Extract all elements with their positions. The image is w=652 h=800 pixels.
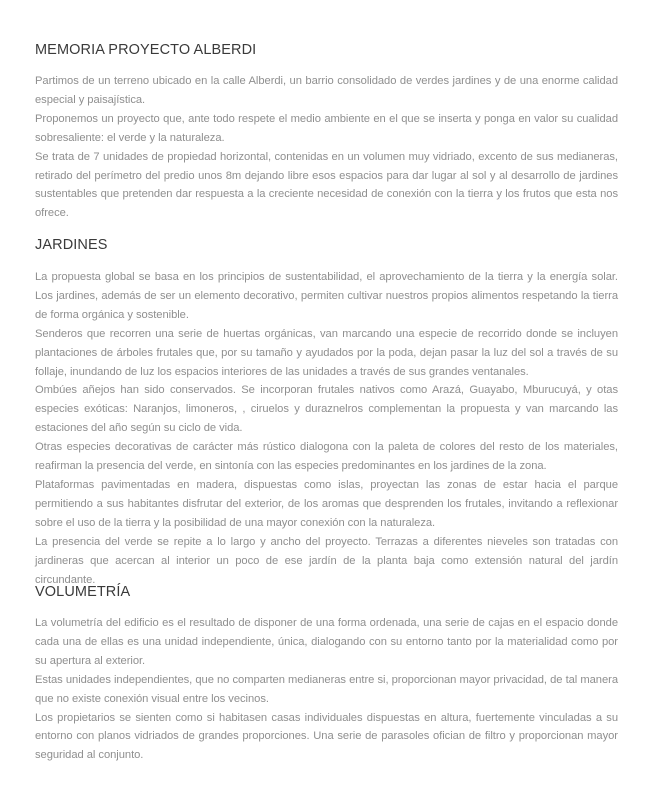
- paragraph: Otras especies decorativas de carácter más rústico dialogona con la paleta de colores del resto de los materiales, reafirman la presencia del verde, en sintonía con las especies predominantes en los jardines de la zona.: [35, 441, 618, 473]
- paragraph: Senderos que recorren una serie de huertas orgánicas, van marcando una especie de recorrido donde se incluyen plantaciones de árboles frutales que, por su tamaño y ayudados por la poda, dejan pasar la luz del sol a través de su follaje, inundando de luz los espacios interiores de las unidades a través de sus grandes ventanales.: [35, 327, 618, 378]
- section-body-memoria: [35, 72, 618, 223]
- paragraph: Estas unidades independientes, que no comparten medianeras entre si, proporcionan mayor privacidad, de tal manera que no existe conexión visual entre los vecinos.: [35, 673, 618, 705]
- paragraph: Partimos de un terreno ubicado en la calle Alberdi, un barrio consolidado de verdes jardines y de una enorme calidad especial y paisajística.: [35, 75, 618, 106]
- section-title-jardines: JARDINES: [35, 237, 108, 253]
- paragraph: Los propietarios se sienten como si habitasen casas individuales dispuestas en altura, fuertemente vinculadas a su entorno con planos vidriados de grandes proporciones. Una serie de parasoles ofician de filtro y proporcionan mayor seguridad al conjunto.: [35, 711, 618, 762]
- paragraph: La propuesta global se basa en los principios de sustentabilidad, el aprovechamiento de la tierra y la energía solar. Los jardines, además de ser un elemento decorativo, permiten cultivar nuestros propios alimentos respetando la tierra de forma orgánica y sostenible.: [35, 271, 618, 321]
- paragraph: La volumetría del edificio es el resultado de disponer de una forma ordenada, una serie de cajas en el espacio donde cada una de ellas es una unidad independiente, única, dialogando con su entorno tanto por la materialidad como por su apertura al exterior.: [35, 617, 618, 667]
- paragraph: Ombúes añejos han sido conservados. Se incorporan frutales nativos como Arazá, Guayabo, Mburucuyá, y otas especies exóticas: Naranjos, limoneros, , ciruelos y duraznelros complementan la propuesta y van marcando las estaciones del año según su ciclo de vida.: [35, 384, 618, 435]
- paragraph: Proponemos un proyecto que, ante todo respete el medio ambiente en el que se inserta y ponga en valor su cualidad sobresaliente: el verde y la naturaleza.: [35, 112, 618, 144]
- section-body-jardines: [35, 268, 618, 589]
- section-title-memoria: MEMORIA PROYECTO ALBERDI: [35, 42, 257, 58]
- section-title-volumetria: VOLUMETRÍA: [35, 584, 131, 600]
- paragraph: La presencia del verde se repite a lo largo y ancho del proyecto. Terrazas a diferentes nieveles son tratadas con jardineras que acercan al interior un poco de ese jardín de la planta baja como extensión natural del jardín circundante.: [35, 535, 618, 586]
- section-body-volumetria: [35, 614, 618, 765]
- paragraph: Se trata de 7 unidades de propiedad horizontal, contenidas en un volumen muy vidriado, excento de sus medianeras, retirado del perímetro del predio unos 8m dejando libre esos espacios para dar lugar al sol y al desarrollo de jardines sustentables que pretenden dar respuesta a la creciente necesidad de conexión con la tierra y los frutos que esta nos ofrece.: [35, 150, 618, 220]
- paragraph: Plataformas pavimentadas en madera, dispuestas como islas, proyectan las zonas de estar hacia el parque permitiendo a sus habitantes disfrutar del exterior, de los aromas que desprenden los frutales, invitando a reflexionar sobre el uso de la tierra y la posibilidad de una mayor conexión con la naturaleza.: [35, 478, 618, 529]
